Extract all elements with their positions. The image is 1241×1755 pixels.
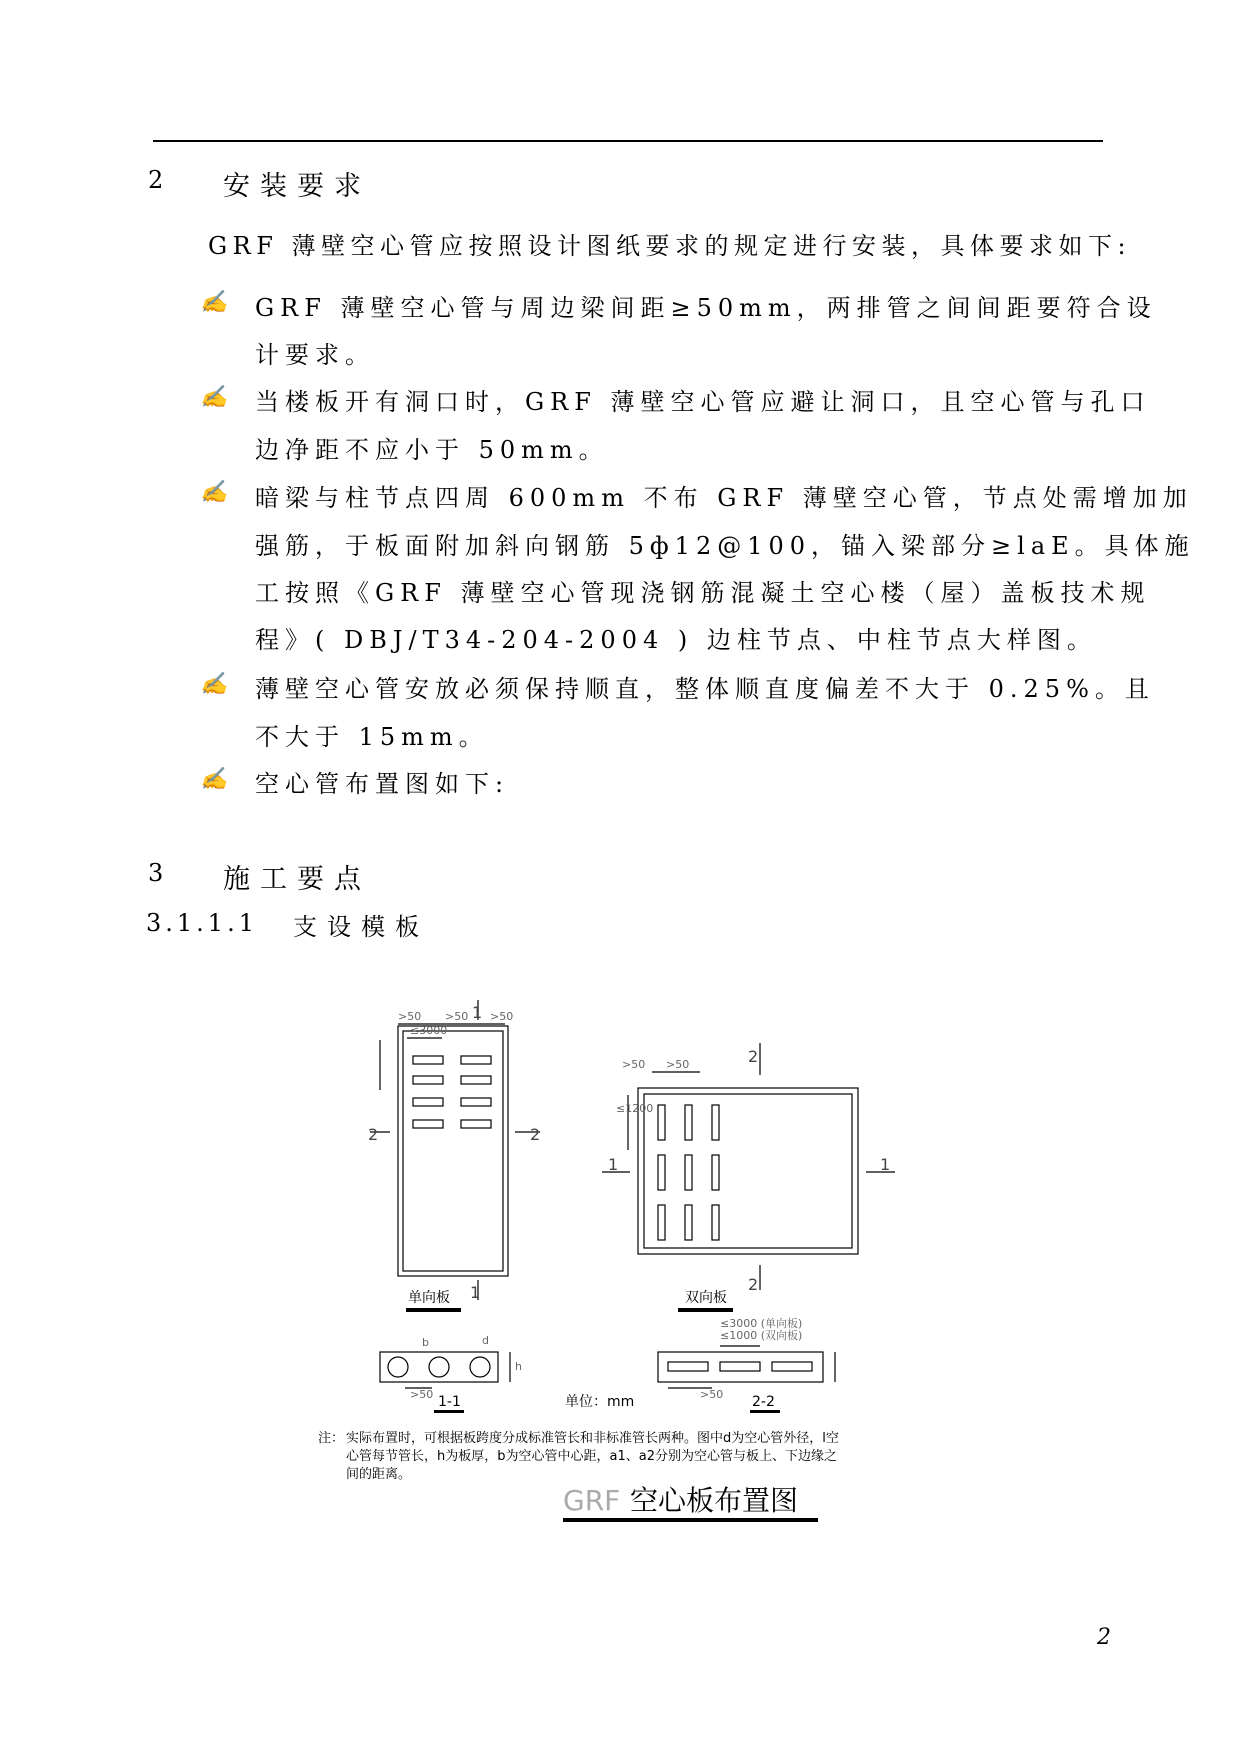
two-way-label: 双向板 (685, 1290, 727, 1306)
cut-mark: 1 (880, 1155, 891, 1174)
cut-mark: 2 (748, 1275, 759, 1294)
pipe (658, 1155, 665, 1190)
pipe (461, 1076, 491, 1084)
bullet-icon: ✍ (200, 767, 228, 792)
cut-mark: 2 (530, 1125, 541, 1144)
dim-label: >50 (666, 1058, 690, 1071)
pipe-section (388, 1357, 408, 1377)
item-3-line-2: 强筋，于板面附加斜向钢筋 5ф12@100，锚入梁部分≥laE。具体施 (255, 532, 1195, 560)
one-way-label: 单向板 (408, 1290, 450, 1306)
pipe (413, 1120, 443, 1128)
item-4-line-1: 薄壁空心管安放必须保持顺直，整体顺直度偏差不大于 0.25%。且 (255, 675, 1155, 703)
pipe (712, 1155, 719, 1190)
note-prefix: 注： (318, 1431, 345, 1446)
label-underline (750, 1410, 780, 1413)
item-1-line-2: 计要求。 (255, 341, 375, 369)
dim-label: ≤1200 (616, 1102, 654, 1115)
cut-mark: 1 (472, 1003, 483, 1022)
dim-letter: d (482, 1334, 489, 1347)
note-line-2: 心管每节管长，h为板厚，b为空心管中心距，a1、a2分别为空心管与板上、下边缘之 (346, 1449, 837, 1464)
dim-label: >50 (490, 1010, 514, 1023)
dim-label: >50 (700, 1388, 724, 1401)
item-2-line-2: 边净距不应小于 50mm。 (255, 436, 609, 464)
dim-label: >50 (622, 1058, 646, 1071)
figure-title-grf: GRF (563, 1484, 621, 1517)
item-3-line-3: 工按照《GRF 薄壁空心管现浇钢筋混凝土空心楼（屋）盖板技术规 (255, 579, 1151, 607)
item-2-line-1: 当楼板开有洞口时，GRF 薄壁空心管应避让洞口，且空心管与孔口 (255, 388, 1151, 416)
section-2-number: 2 (148, 166, 164, 194)
pipe-section (429, 1357, 449, 1377)
pipe (712, 1205, 719, 1240)
pipe (461, 1098, 491, 1106)
cut-mark: 2 (368, 1125, 379, 1144)
item-3-line-1: 暗梁与柱节点四周 600mm 不布 GRF 薄壁空心管，节点处需增加加 (255, 484, 1193, 512)
cut-mark: 2 (748, 1047, 759, 1066)
pipe (658, 1205, 665, 1240)
bullet-icon: ✍ (200, 290, 228, 315)
dim-label: ≤1000 (双向板) (720, 1329, 803, 1342)
pipe-section (470, 1357, 490, 1377)
item-3-line-4: 程》( DBJ/T34-204-2004 ) 边柱节点、中柱节点大样图。 (255, 626, 1097, 654)
pipe-section (772, 1362, 812, 1371)
two-way-slab-outer (638, 1088, 858, 1254)
section-2-2-slab (658, 1352, 823, 1382)
pipe (461, 1056, 491, 1064)
section-3-number: 3 (148, 859, 164, 887)
pipe (685, 1155, 692, 1190)
dim-label: ≤3000 (410, 1024, 448, 1037)
label-underline (406, 1308, 461, 1312)
pipe-section (668, 1362, 708, 1371)
section-3-title: 施工要点 (223, 864, 371, 895)
pipe-section (720, 1362, 760, 1371)
pipe (413, 1076, 443, 1084)
note-line-1: 实际布置时，可根据板跨度分成标准管长和非标准管长两种。图中d为空心管外径，l空 (346, 1431, 839, 1446)
pipe (461, 1120, 491, 1128)
section-2-2-label: 2-2 (752, 1394, 775, 1410)
dim-letter: b (422, 1336, 429, 1349)
pipe (712, 1105, 719, 1140)
title-underline (563, 1518, 818, 1522)
pipe (413, 1098, 443, 1106)
dim-label: >50 (398, 1010, 422, 1023)
item-1-line-1: GRF 薄壁空心管与周边梁间距≥50mm，两排管之间间距要符合设 (255, 294, 1157, 322)
pipe (413, 1056, 443, 1064)
dim-label: >50 (410, 1388, 434, 1401)
bullet-icon: ✍ (200, 480, 228, 505)
note-line-3: 间的距离。 (346, 1467, 412, 1482)
item-4-line-2: 不大于 15mm。 (255, 723, 489, 751)
item-5-line-1: 空心管布置图如下: (255, 770, 510, 798)
section-2-intro: GRF 薄壁空心管应按照设计图纸要求的规定进行安装，具体要求如下: (208, 232, 1132, 260)
label-underline (678, 1308, 733, 1312)
pipe (685, 1105, 692, 1140)
dim-label: ≤3000 (单向板) (720, 1317, 803, 1330)
section-2-title: 安装要求 (223, 171, 371, 202)
dim-letter: h (515, 1360, 522, 1373)
cut-mark: 1 (470, 1283, 481, 1302)
bullet-icon: ✍ (200, 672, 228, 697)
two-way-slab-inner (644, 1094, 852, 1248)
section-1-1-label: 1-1 (438, 1394, 461, 1410)
pipe (685, 1205, 692, 1240)
page-number: 2 (1097, 1625, 1111, 1650)
pipe (658, 1105, 665, 1140)
cut-mark: 1 (608, 1155, 619, 1174)
label-underline (434, 1410, 464, 1413)
unit-label: 单位：mm (565, 1394, 635, 1410)
subsection-number: 3.1.1.1 (146, 909, 258, 937)
one-way-slab-inner (403, 1031, 503, 1271)
dim-label: >50 (445, 1010, 469, 1023)
figure-title: 空心板布置图 (630, 1484, 799, 1517)
subsection-title: 支设模板 (293, 913, 429, 941)
bullet-icon: ✍ (200, 385, 228, 410)
